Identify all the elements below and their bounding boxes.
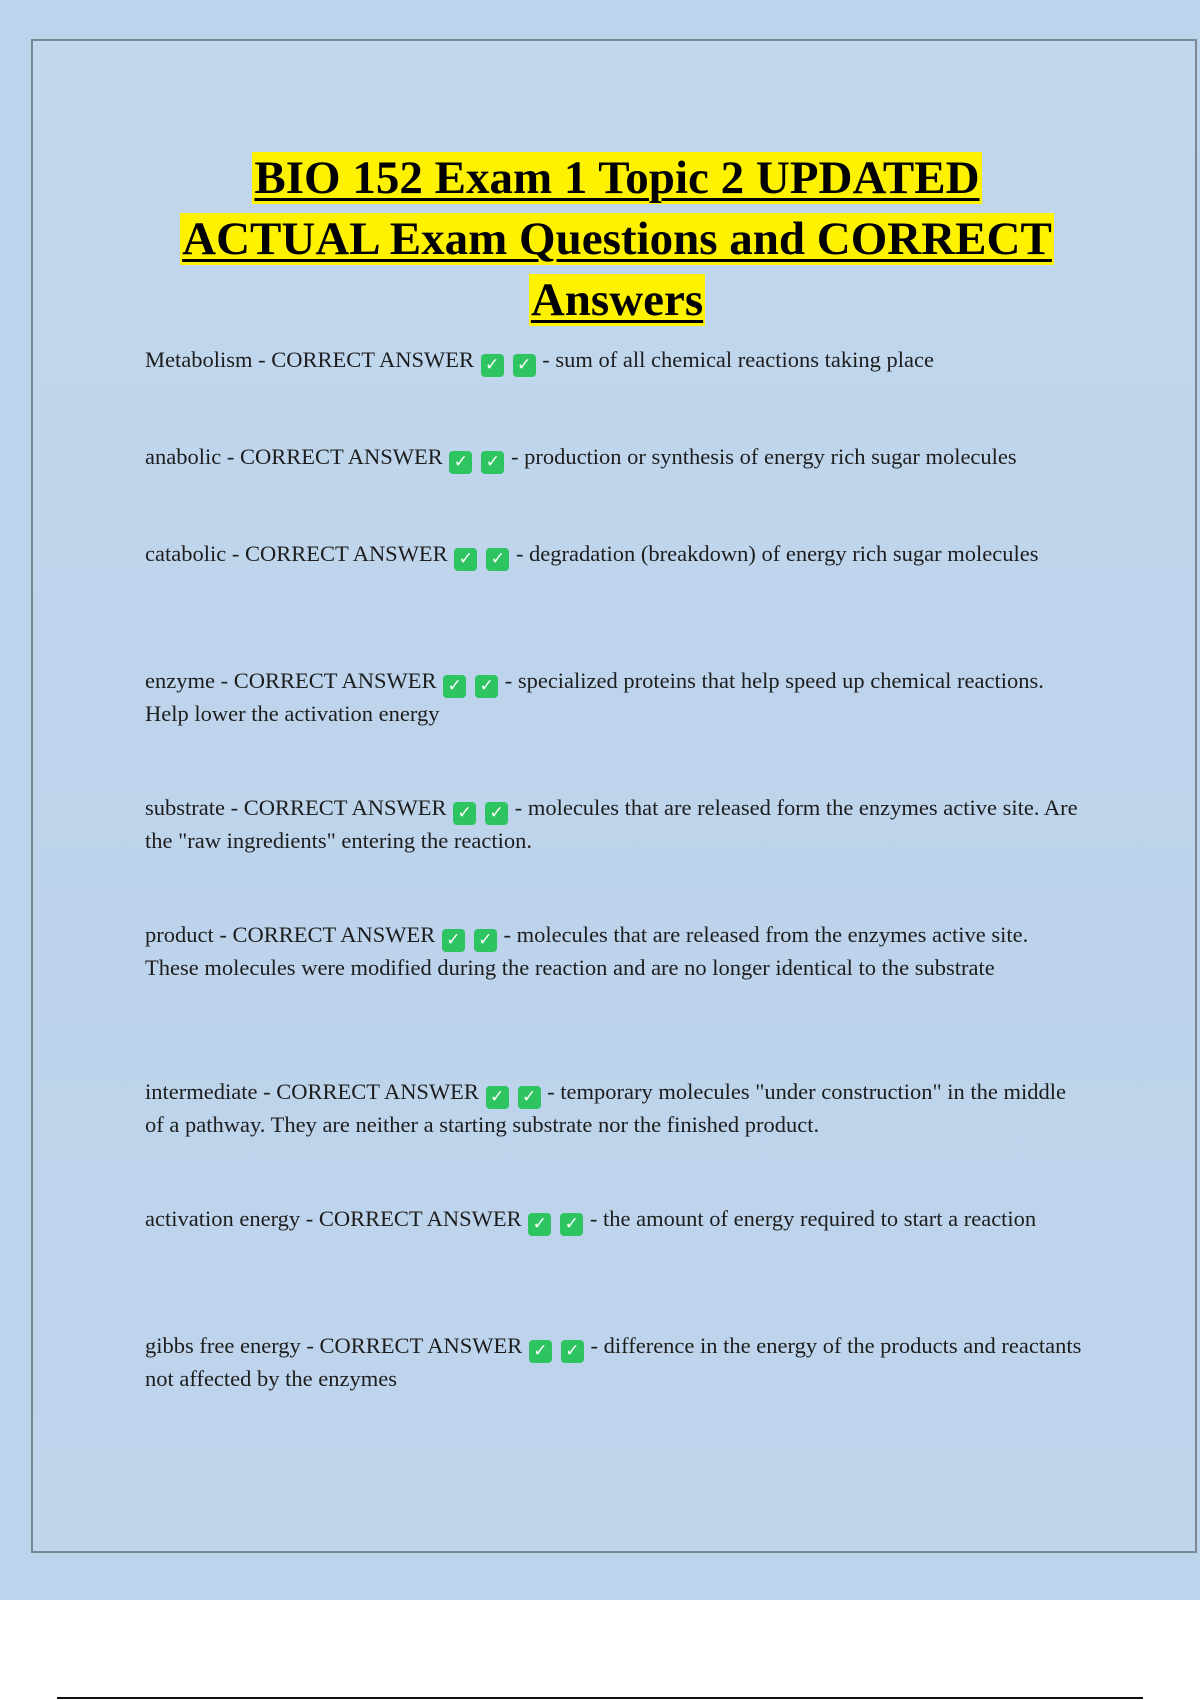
definition: - molecules that are released form the enzymes active site. Are the "raw ingredients" entering the reaction. <box>145 795 1078 853</box>
definition: - sum of all chemical reactions taking place <box>542 347 934 372</box>
term: substrate <box>145 795 225 820</box>
answer-marker: - CORRECT ANSWER <box>300 1206 522 1231</box>
qa-item <box>145 344 1085 377</box>
term: catabolic <box>145 541 227 566</box>
check-mark-icon: ✓ <box>442 929 465 952</box>
qa-item <box>145 665 1085 730</box>
definition: - temporary molecules "under construction" in the middle of a pathway. They are neither a starting substrate nor the finished product. <box>145 1079 1067 1137</box>
answer-marker: - CORRECT ANSWER <box>257 1079 479 1104</box>
term: gibbs free energy <box>145 1333 301 1358</box>
check-mark-icon: ✓ <box>518 1086 541 1109</box>
check-mark-icon: ✓ <box>486 1086 509 1109</box>
check-mark-icon: ✓ <box>513 354 536 377</box>
check-mark-icon: ✓ <box>481 451 504 474</box>
check-mark-icon: ✓ <box>529 1340 552 1363</box>
answer-marker: - CORRECT ANSWER <box>252 347 474 372</box>
term: intermediate <box>145 1079 258 1104</box>
check-mark-icon: ✓ <box>475 675 498 698</box>
answer-marker: - CORRECT ANSWER <box>224 795 447 820</box>
term: activation energy <box>145 1206 301 1231</box>
term: anabolic <box>145 444 222 469</box>
check-mark-icon: ✓ <box>454 548 477 571</box>
check-mark-icon: ✓ <box>481 354 504 377</box>
check-mark-icon: ✓ <box>486 548 509 571</box>
answer-marker: - CORRECT ANSWER <box>214 668 437 693</box>
check-mark-icon: ✓ <box>561 1340 584 1363</box>
qa-item <box>145 919 1085 984</box>
definition: - specialized proteins that help speed up chemical reactions. Help lower the activation energy <box>145 668 1044 726</box>
title-line-1: BIO 152 Exam 1 Topic 2 UPDATED <box>254 152 980 204</box>
qa-item <box>145 1076 1085 1141</box>
term: product <box>145 922 214 947</box>
term: enzyme <box>145 668 215 693</box>
definition: - degradation (breakdown) of energy rich sugar molecules <box>515 541 1039 566</box>
definition: - molecules that are released from the enzymes active site. These molecules were modified during the reaction and are no longer identical to the substrate <box>145 922 1029 980</box>
check-mark-icon: ✓ <box>474 929 497 952</box>
term: Metabolism <box>145 347 253 372</box>
qa-item <box>145 538 1085 571</box>
qa-item <box>145 441 1085 474</box>
title-line-2: ACTUAL Exam Questions and CORRECT <box>182 213 1052 265</box>
footer-rule <box>57 1697 1143 1699</box>
check-mark-icon: ✓ <box>449 451 472 474</box>
definition: - difference in the energy of the products and reactants not affected by the enzymes <box>145 1333 1082 1391</box>
answer-marker: - CORRECT ANSWER <box>300 1333 523 1358</box>
document-title <box>60 148 1174 331</box>
check-mark-icon: ✓ <box>443 675 466 698</box>
check-mark-icon: ✓ <box>560 1213 583 1236</box>
qa-item <box>145 1203 1085 1236</box>
definition: - production or synthesis of energy rich sugar molecules <box>510 444 1017 469</box>
answer-marker: - CORRECT ANSWER <box>221 444 443 469</box>
check-mark-icon: ✓ <box>485 802 508 825</box>
answer-marker: - CORRECT ANSWER <box>226 541 448 566</box>
check-mark-icon: ✓ <box>453 802 476 825</box>
check-mark-icon: ✓ <box>528 1213 551 1236</box>
definition: - the amount of energy required to start a reaction <box>589 1206 1037 1231</box>
qa-item <box>145 1330 1085 1395</box>
title-line-3: Answers <box>530 274 704 326</box>
qa-item <box>145 792 1085 857</box>
answer-marker: - CORRECT ANSWER <box>213 922 436 947</box>
